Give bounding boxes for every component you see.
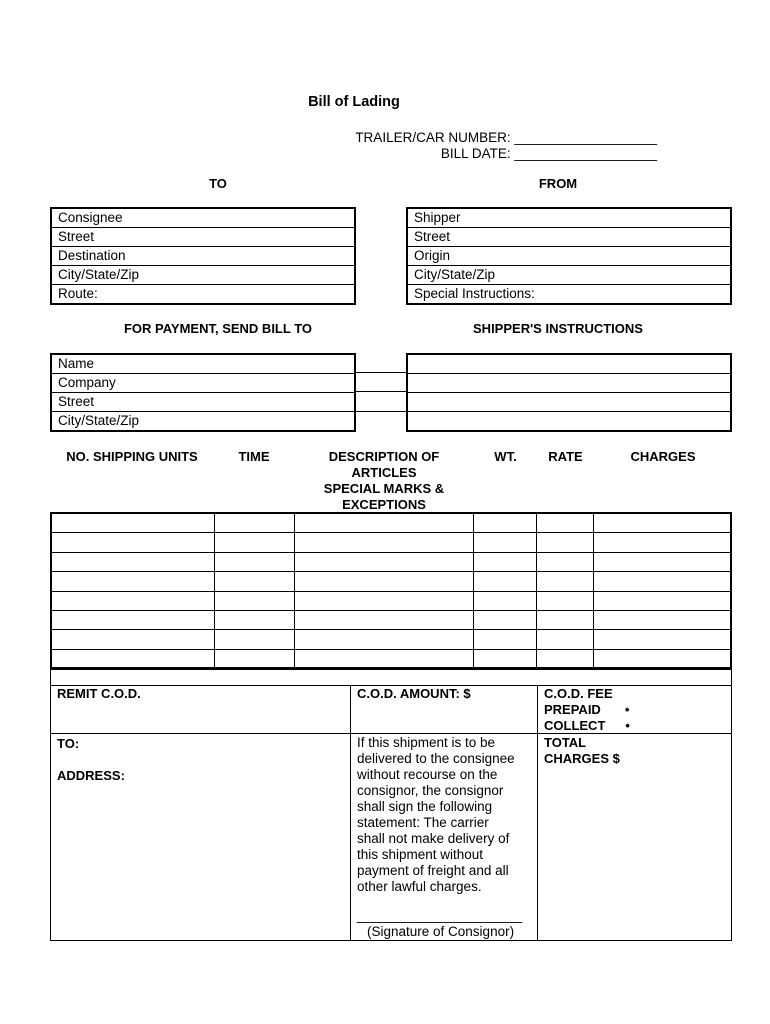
rate-cell[interactable] xyxy=(537,552,594,571)
prepaid-option[interactable] xyxy=(544,702,630,718)
col-rate-header: RATE xyxy=(548,449,583,464)
rate-cell[interactable] xyxy=(537,630,594,649)
cod-section xyxy=(50,667,732,941)
payment-city-state-zip-field[interactable]: City/State/Zip xyxy=(51,412,355,432)
units-cell[interactable] xyxy=(51,552,215,571)
units-cell[interactable] xyxy=(51,533,215,552)
statement-line: If this shipment is to be xyxy=(357,735,496,750)
total-line1: TOTAL xyxy=(544,735,587,750)
payment-heading: FOR PAYMENT, SEND BILL TO xyxy=(123,321,313,336)
weight-cell[interactable] xyxy=(474,533,537,552)
cod-amount-label: C.O.D. AMOUNT: $ xyxy=(357,686,471,701)
weight-cell[interactable] xyxy=(474,610,537,629)
payment-street-field[interactable]: Street xyxy=(51,393,355,412)
statement-line: shall sign the following xyxy=(357,799,493,814)
description-cell[interactable] xyxy=(294,572,473,591)
payment-box xyxy=(50,353,356,432)
consignee-field[interactable]: Consignee xyxy=(51,208,355,228)
table-row xyxy=(51,610,731,629)
cod-fee-block xyxy=(544,686,630,734)
description-cell[interactable] xyxy=(294,591,473,610)
destination-field[interactable]: Destination xyxy=(51,247,355,266)
total-line2: CHARGES $ xyxy=(544,751,620,766)
description-cell[interactable] xyxy=(294,533,473,552)
from-street-field[interactable]: Street xyxy=(407,228,731,247)
weight-cell[interactable] xyxy=(474,591,537,610)
units-cell[interactable] xyxy=(51,572,215,591)
connector-line xyxy=(356,391,406,392)
shipping-units-table xyxy=(50,512,732,670)
prepaid-bullet-icon[interactable]: • xyxy=(624,702,630,717)
charges-cell[interactable] xyxy=(593,533,731,552)
statement-line: shall not make delivery of xyxy=(357,831,510,846)
to-street-field[interactable]: Street xyxy=(51,228,355,247)
consignor-statement xyxy=(357,735,515,895)
statement-line: payment of freight and all xyxy=(357,863,509,878)
col-description-line1: DESCRIPTION OF xyxy=(328,449,440,464)
statement-line: without recourse on the xyxy=(357,767,498,782)
connector-line xyxy=(356,372,406,373)
description-cell[interactable] xyxy=(294,630,473,649)
col-units-header: NO. SHIPPING UNITS xyxy=(66,449,198,464)
cod-fee-label: C.O.D. FEE xyxy=(544,686,613,701)
col-description-line3: SPECIAL MARKS & xyxy=(323,481,445,496)
cod-column-divider xyxy=(350,685,351,940)
document-title: Bill of Lading xyxy=(308,94,400,110)
col-weight-header: WT. xyxy=(494,449,517,464)
units-cell[interactable] xyxy=(51,630,215,649)
table-row xyxy=(51,533,731,552)
cod-column-divider xyxy=(537,685,538,940)
description-cell[interactable] xyxy=(294,513,473,533)
name-field[interactable]: Name xyxy=(51,354,355,374)
statement-line: other lawful charges. xyxy=(357,879,482,894)
prepaid-label: PREPAID xyxy=(544,702,601,717)
special-instructions-field[interactable]: Special Instructions: xyxy=(407,285,731,305)
rate-cell[interactable] xyxy=(537,533,594,552)
time-cell[interactable] xyxy=(215,610,295,629)
from-heading: FROM xyxy=(538,176,578,191)
shipper-instructions-heading: SHIPPER'S INSTRUCTIONS xyxy=(473,321,643,336)
route-field[interactable]: Route: xyxy=(51,285,355,305)
shipper-instructions-line[interactable] xyxy=(407,374,731,393)
rate-cell[interactable] xyxy=(537,610,594,629)
rate-cell[interactable] xyxy=(537,572,594,591)
charges-cell[interactable] xyxy=(593,591,731,610)
collect-bullet-icon[interactable]: • xyxy=(625,718,630,733)
statement-line: delivered to the consignee xyxy=(357,751,515,766)
table-row xyxy=(51,591,731,610)
col-description-header xyxy=(294,449,474,513)
charges-cell[interactable] xyxy=(593,572,731,591)
remit-cod-label: REMIT C.O.D. xyxy=(57,686,141,701)
shipper-instructions-line[interactable] xyxy=(407,412,731,432)
cod-to-label: TO: xyxy=(57,736,80,751)
shipper-instructions-line[interactable] xyxy=(407,393,731,412)
table-row xyxy=(51,630,731,649)
to-heading: TO xyxy=(209,176,227,191)
units-cell[interactable] xyxy=(51,513,215,533)
signature-line[interactable]: ______________________ xyxy=(357,908,523,923)
total-charges-label xyxy=(544,735,620,767)
time-cell[interactable] xyxy=(215,513,295,533)
weight-cell[interactable] xyxy=(474,552,537,571)
trailer-car-number-field[interactable]: TRAILER/CAR NUMBER: ___________________ xyxy=(355,130,657,145)
cod-address-label: ADDRESS: xyxy=(57,768,125,783)
col-time-header: TIME xyxy=(238,449,270,464)
description-cell[interactable] xyxy=(294,610,473,629)
bill-date-field[interactable]: BILL DATE: ___________________ xyxy=(440,146,657,161)
table-row xyxy=(51,572,731,591)
charges-cell[interactable] xyxy=(593,630,731,649)
weight-cell[interactable] xyxy=(474,513,537,533)
time-cell[interactable] xyxy=(215,591,295,610)
company-field[interactable]: Company xyxy=(51,374,355,393)
from-box xyxy=(406,207,732,305)
charges-cell[interactable] xyxy=(593,513,731,533)
collect-option[interactable] xyxy=(544,718,630,734)
weight-cell[interactable] xyxy=(474,630,537,649)
time-cell[interactable] xyxy=(215,552,295,571)
connector-line xyxy=(356,411,406,412)
table-row xyxy=(51,513,731,533)
statement-line: consignor, the consignor xyxy=(357,783,504,798)
time-cell[interactable] xyxy=(215,572,295,591)
origin-field[interactable]: Origin xyxy=(407,247,731,266)
rate-cell[interactable] xyxy=(537,513,594,533)
signature-label: (Signature of Consignor) xyxy=(367,924,515,939)
table-row xyxy=(51,552,731,571)
weight-cell[interactable] xyxy=(474,572,537,591)
charges-cell[interactable] xyxy=(593,552,731,571)
shipper-instructions-box xyxy=(406,353,732,432)
statement-line: this shipment without xyxy=(357,847,484,862)
to-city-state-zip-field[interactable]: City/State/Zip xyxy=(51,266,355,285)
charges-cell[interactable] xyxy=(593,610,731,629)
col-charges-header: CHARGES xyxy=(630,449,696,464)
col-description-line2: ARTICLES xyxy=(351,465,417,480)
description-cell[interactable] xyxy=(294,552,473,571)
to-box xyxy=(50,207,356,305)
collect-label: COLLECT xyxy=(544,718,606,733)
units-cell[interactable] xyxy=(51,591,215,610)
statement-line: statement: The carrier xyxy=(357,815,489,830)
from-city-state-zip-field[interactable]: City/State/Zip xyxy=(407,266,731,285)
shipper-instructions-line[interactable] xyxy=(407,354,731,374)
time-cell[interactable] xyxy=(215,533,295,552)
shipper-field[interactable]: Shipper xyxy=(407,208,731,228)
rate-cell[interactable] xyxy=(537,591,594,610)
time-cell[interactable] xyxy=(215,630,295,649)
units-cell[interactable] xyxy=(51,610,215,629)
col-description-line4: EXCEPTIONS xyxy=(342,497,426,512)
